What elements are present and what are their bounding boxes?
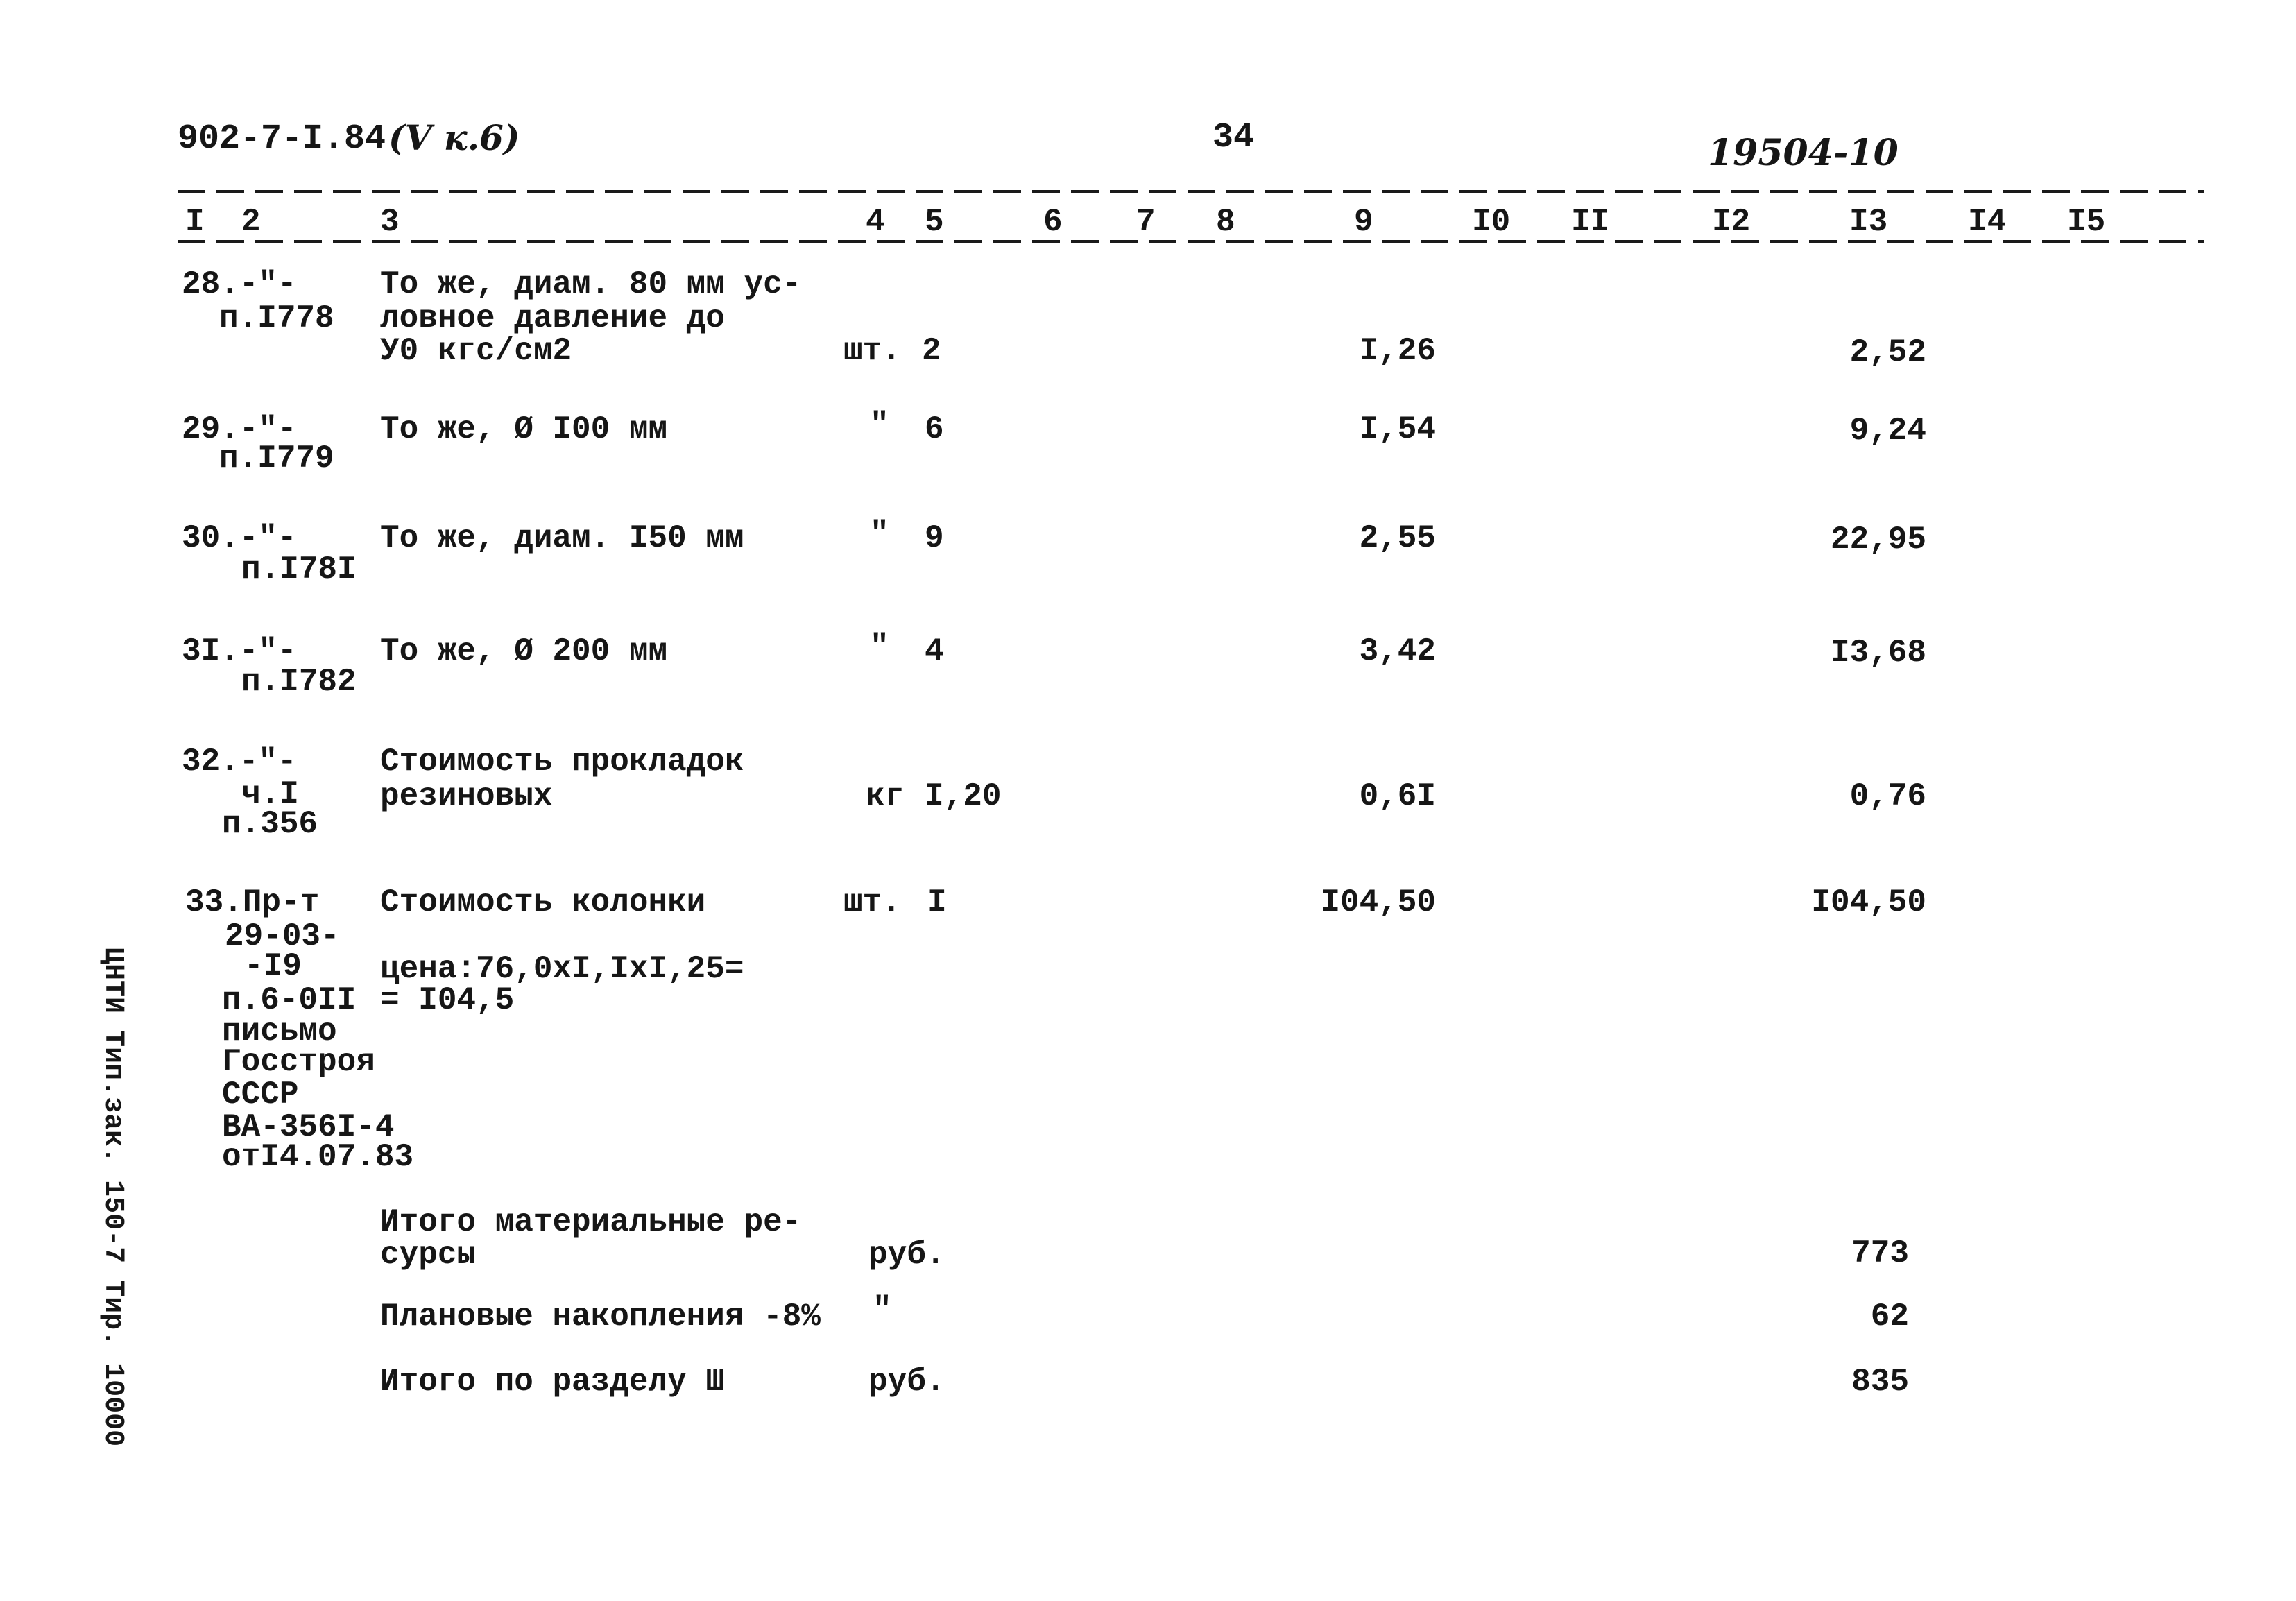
- row-reference-item: ч.I: [241, 776, 299, 812]
- row-total: I04,50: [1811, 884, 1926, 921]
- row-unit-price: 3,42: [1359, 633, 1436, 669]
- column-header-8: 8: [1216, 204, 1235, 240]
- row-reference-item: письмо: [222, 1013, 337, 1050]
- row-reference-item: -I9: [244, 948, 302, 984]
- row-quantity: 4: [925, 633, 944, 669]
- document-number: 19504-10: [1708, 132, 1899, 174]
- row-reference-item: СССР: [222, 1077, 299, 1113]
- row-description: То же, Ø 200 мм: [380, 633, 668, 669]
- row-quantity: I,20: [925, 778, 1002, 814]
- column-header-14: I4: [1968, 204, 2007, 240]
- row-description: Стоимость прокладок: [380, 744, 744, 780]
- row-unit: ": [870, 407, 889, 443]
- row-description: То же, диам. 80 мм ус-: [380, 266, 802, 302]
- column-header-9: 9: [1354, 204, 1373, 240]
- row-reference: 28.-"-: [182, 266, 297, 302]
- row-unit-price: 2,55: [1359, 520, 1436, 556]
- header-volume-note: (Ⅴ к.6): [388, 117, 520, 158]
- row-description: То же, диам. I50 мм: [380, 520, 744, 556]
- row-description: Стоимость колонки: [380, 884, 706, 921]
- totals-label: Итого материальные ре-: [380, 1204, 802, 1240]
- row-quantity: 6: [925, 411, 944, 447]
- row-total: 0,76: [1849, 778, 1926, 814]
- row-unit-price: I,26: [1359, 333, 1436, 369]
- row-unit: ": [870, 516, 889, 552]
- row-quantity: I: [927, 884, 947, 921]
- row-total: 22,95: [1830, 522, 1926, 558]
- row-total: 2,52: [1849, 334, 1926, 370]
- totals-unit: руб.: [868, 1364, 945, 1400]
- totals-label: Итого по разделу Ш: [380, 1364, 725, 1400]
- totals-label: сурсы: [380, 1237, 477, 1273]
- column-header-1: I: [185, 204, 205, 240]
- column-header-4: 4: [866, 204, 885, 240]
- row-reference-item: отI4.07.83: [222, 1139, 414, 1175]
- row-reference-item: п.I779: [219, 440, 334, 477]
- row-reference-item: п.356: [222, 806, 318, 842]
- row-reference-item: п.I778: [219, 300, 334, 336]
- row-quantity: 2: [922, 333, 941, 369]
- row-description: То же, Ø I00 мм: [380, 411, 668, 447]
- column-header-11: II: [1571, 204, 1610, 240]
- row-description: = I04,5: [380, 982, 515, 1018]
- totals-amount: 835: [1851, 1364, 1909, 1400]
- row-description: резиновых: [380, 778, 553, 814]
- totals-amount: 62: [1870, 1299, 1909, 1335]
- row-unit: шт.: [843, 333, 901, 369]
- row-description: ловное давление до: [380, 300, 725, 336]
- side-print-stamp: ЦНТИ Тип.зак. 150-7 Тир. 10000: [97, 947, 128, 1447]
- row-reference: 33.Пр-т: [185, 884, 320, 921]
- column-header-13: I3: [1849, 204, 1888, 240]
- row-reference: 32.-"-: [182, 744, 297, 780]
- row-reference-item: 29-03-: [225, 918, 340, 954]
- column-header-15: I5: [2067, 204, 2106, 240]
- row-reference: 29.-"-: [182, 411, 297, 447]
- row-reference: 3I.-"-: [182, 633, 297, 669]
- column-header-10: I0: [1472, 204, 1511, 240]
- page-number: 34: [1213, 118, 1255, 157]
- totals-unit: руб.: [868, 1237, 945, 1273]
- row-reference-item: п.I78I: [241, 551, 357, 588]
- totals-unit: ": [873, 1292, 892, 1328]
- column-header-3: 3: [380, 204, 400, 240]
- row-total: I3,68: [1830, 635, 1926, 671]
- row-reference-item: Госстроя: [222, 1044, 375, 1080]
- row-description: У0 кгс/см2: [380, 333, 572, 369]
- header-code: 902-7-I.84: [178, 119, 386, 159]
- row-quantity: 9: [925, 520, 944, 556]
- row-reference-item: п.6-0II: [222, 982, 357, 1018]
- column-header-2: 2: [241, 204, 261, 240]
- row-unit-price: I,54: [1359, 411, 1436, 447]
- row-unit: ": [870, 629, 889, 665]
- row-unit: кг: [866, 778, 905, 814]
- totals-amount: 773: [1851, 1235, 1909, 1272]
- row-unit: шт.: [843, 884, 901, 921]
- row-reference-item: ВА-356I-4: [222, 1109, 395, 1145]
- row-reference: 30.-"-: [182, 520, 297, 556]
- column-header-6: 6: [1043, 204, 1063, 240]
- row-reference-item: п.I782: [241, 664, 357, 700]
- totals-label: Плановые накопления -8%: [380, 1299, 821, 1335]
- row-unit-price: I04,50: [1321, 884, 1436, 921]
- column-header-12: I2: [1712, 204, 1751, 240]
- row-unit-price: 0,6I: [1359, 778, 1436, 814]
- column-header-7: 7: [1136, 204, 1156, 240]
- column-header-5: 5: [925, 204, 944, 240]
- row-total: 9,24: [1849, 413, 1926, 449]
- row-description: цена:76,0хI,IхI,25=: [380, 951, 744, 987]
